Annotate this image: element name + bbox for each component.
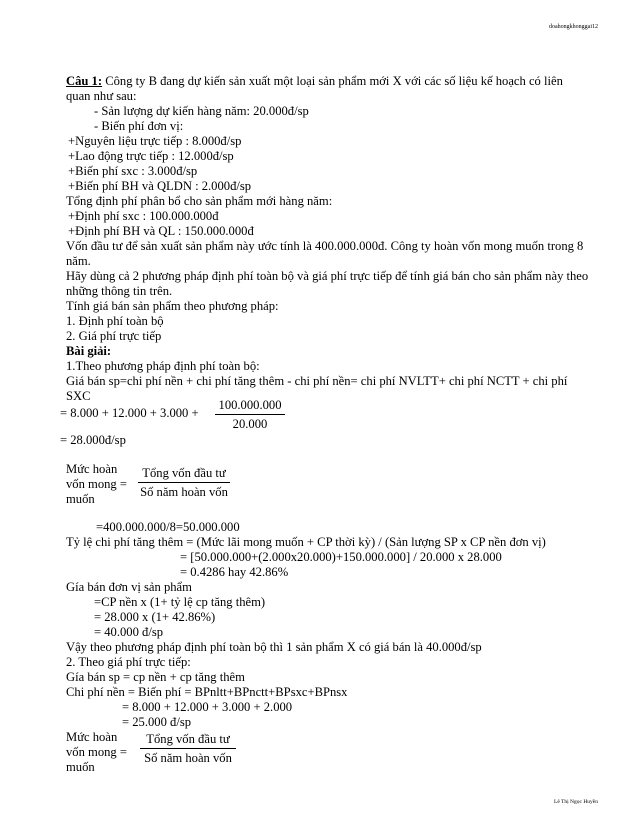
section-1-title: 1.Theo phương pháp định phí toàn bộ:	[66, 359, 260, 373]
section-1-calc-left: = 8.000 + 12.000 + 3.000 +	[60, 406, 199, 420]
unit-price-result: = 40.000 đ/sp	[94, 625, 164, 639]
markup-substitution: = [50.000.000+(2.000x20.000)+150.000.000] / 20.000 x 28.000	[180, 550, 502, 564]
question-label: Câu 1:	[66, 74, 103, 88]
bullet-variable-cost: - Biến phí đơn vị:	[94, 119, 184, 133]
unit-price-formula: =CP nền x (1+ tỷ lệ cp tăng thêm)	[94, 595, 266, 609]
investment-line-1: Vốn đầu tư để sản xuất sản phẩm này ước tính là 400.000.000đ. Công ty hoàn vốn mong muốn trong 8	[66, 239, 584, 253]
task-line-2: những thông tin trên.	[66, 284, 173, 298]
conclusion-method-1: Vậy theo phương pháp định phí toàn bộ thì 1 sản phẩm X có giá bán là 40.000đ/sp	[66, 640, 482, 654]
section-1-fraction	[215, 398, 285, 432]
section-1-fraction-denominator: 20.000	[232, 417, 268, 431]
task-line-1: Hãy dùng cả 2 phương pháp định phí toàn bộ và giá phí trực tiếp để tính giá bán cho sản phẩm này theo	[66, 269, 589, 283]
page-header: doahongkhonggai12	[549, 24, 598, 30]
section-1-formula-line-1: Giá bán sp=chi phí nền + chi phí tăng thêm - chi phí nền= chi phí NVLTT+ chi phí NCTT + chi phí	[66, 374, 568, 388]
roi-label-line-3: muốn	[66, 492, 95, 506]
roi2-fraction-denominator: Số năm hoàn vốn	[144, 751, 232, 765]
method-2: 2. Giá phí trực tiếp	[66, 329, 162, 343]
page-footer: Lê Thị Ngọc Huyền	[553, 799, 598, 805]
roi-fraction-denominator: Số năm hoàn vốn	[140, 485, 228, 499]
markup-result: = 0.4286 hay 42.86%	[180, 565, 289, 579]
unit-price-title: Gía bán đơn vị sản phẩm	[66, 580, 192, 594]
variable-cost-overhead: +Biến phí sxc : 3.000đ/sp	[68, 164, 198, 178]
question-intro-line-1	[66, 74, 563, 88]
method-1: 1. Định phí toàn bộ	[66, 314, 164, 328]
investment-line-2: năm.	[66, 254, 91, 268]
question-intro-text: Công ty B đang dự kiến sản xuất một loại sản phẩm mới X với các số liệu kế hoạch có liên	[102, 74, 563, 88]
fixed-cost-overhead: +Định phí sxc : 100.000.000đ	[68, 209, 219, 223]
solution-title: Bài giải:	[66, 344, 112, 358]
task-line-3: Tính giá bán sản phẩm theo phương pháp:	[66, 299, 279, 313]
markup-formula: Tỷ lệ chi phí tăng thêm = (Mức lãi mong muốn + CP thời kỳ) / (Sản lượng SP x CP nền đơn vị)	[66, 535, 546, 549]
section-1-result: = 28.000đ/sp	[60, 433, 126, 447]
roi2-fraction-numerator: Tổng vốn đầu tư	[140, 732, 236, 749]
bullet-volume: - Sản lượng dự kiến hàng năm: 20.000đ/sp	[94, 104, 309, 118]
section-2-base-cost-formula: Chi phí nền = Biến phí = BPnltt+BPnctt+BPsxc+BPnsx	[66, 685, 348, 699]
section-2-base-cost-substitution: = 8.000 + 12.000 + 3.000 + 2.000	[122, 700, 293, 714]
roi2-label-line-1: Mức hoàn	[66, 730, 118, 744]
section-1-formula-line-2: SXC	[66, 389, 91, 403]
section-1-fraction-numerator: 100.000.000	[215, 398, 285, 415]
question-intro-line-2: quan như sau:	[66, 89, 137, 103]
roi2-label-line-2: vốn mong =	[66, 745, 127, 759]
roi-value: =400.000.000/8=50.000.000	[96, 520, 240, 534]
section-2-title: 2. Theo giá phí trực tiếp:	[66, 655, 191, 669]
roi-fraction	[138, 466, 230, 500]
variable-cost-selling-admin: +Biến phí BH và QLDN : 2.000đ/sp	[68, 179, 252, 193]
roi2-label-line-3: muốn	[66, 760, 95, 774]
roi2-fraction	[140, 732, 236, 766]
roi-label-line-2: vốn mong =	[66, 477, 127, 491]
section-2-price-formula: Gía bán sp = cp nền + cp tăng thêm	[66, 670, 245, 684]
section-2-base-cost-result: = 25.000 đ/sp	[122, 715, 192, 729]
fixed-cost-selling-admin: +Định phí BH và QL : 150.000.000đ	[68, 224, 254, 238]
variable-cost-material: +Nguyên liệu trực tiếp : 8.000đ/sp	[68, 134, 242, 148]
unit-price-substitution: = 28.000 x (1+ 42.86%)	[94, 610, 216, 624]
roi-fraction-numerator: Tổng vốn đầu tư	[138, 466, 230, 483]
roi-label-line-1: Mức hoàn	[66, 462, 118, 476]
fixed-cost-title: Tổng định phí phân bổ cho sản phẩm mới hàng năm:	[66, 194, 333, 208]
variable-cost-labor: +Lao động trực tiếp : 12.000đ/sp	[68, 149, 234, 163]
